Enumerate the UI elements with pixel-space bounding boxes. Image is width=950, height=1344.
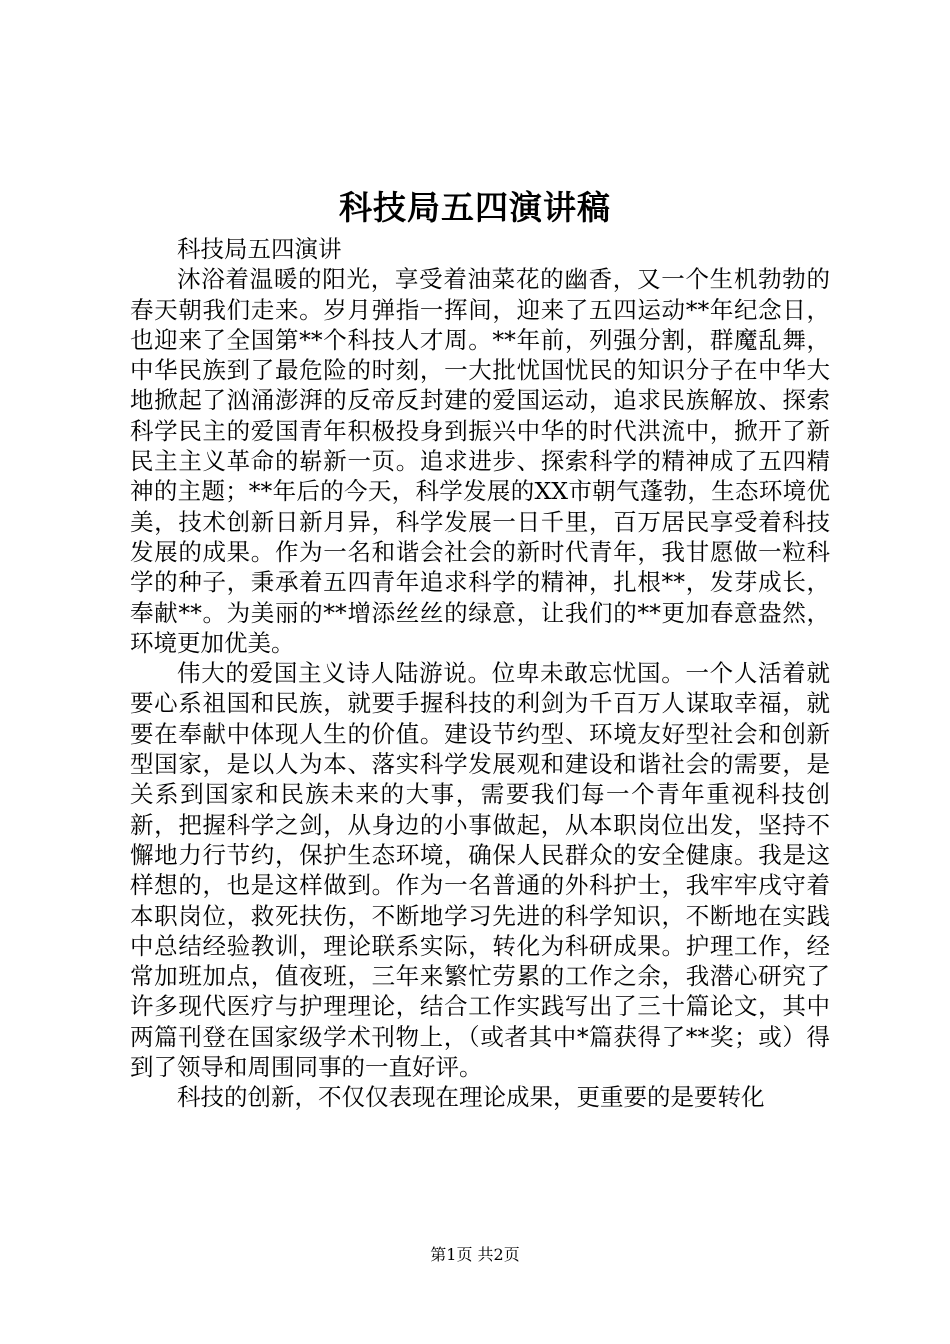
paragraph: 沐浴着温暖的阳光，享受着油菜花的幽香，又一个生机勃勃的春天朝我们走来。岁月弹指一挥间，迎来了五四运动**年纪念日，也迎来了全国第**个科技人才周。**年前，列强分割，群魔乱舞，中华民族到了最危险的时刻，一大批忧国忧民的知识分子在中华大地掀起了汹涌澎湃的反帝反封建的爱国运动，追求民族解放、探索科学民主的爱国青年积极投身到振兴中华的时代洪流中，掀开了新民主主义革命的崭新一页。追求进步、探索科学的精神成了五四精神的主题；**年后的今天，科学发展的XX市朝气蓬勃，生态环境优美，技术创新日新月异，科学发展一日千里，百万居民享受着科技发展的成果。作为一名和谐会社会的新时代青年，我甘愿做一粒科学的种子，秉承着五四青年追求科学的精神，扎根**，发芽成长，奉献**。为美丽的**增添丝丝的绿意，让我们的**更加春意盎然，环境更加优美。 bbox=[130, 265, 830, 657]
paragraph: 伟大的爱国主义诗人陆游说。位卑未敢忘忧国。一个人活着就要心系祖国和民族，就要手握科技的利剑为千百万人谋取幸福，就要在奉献中体现人生的价值。建设节约型、环境友好型社会和创新型国家，是以人为本、落实科学发展观和建设和谐社会的需要，是关系到国家和民族未来的大事，需要我们每一个青年重视科技创新，把握科学之剑，从身边的小事做起，从本职岗位出发，坚持不懈地力行节约，保护生态环境，确保人民群众的安全健康。我是这样想的，也是这样做到。作为一名普通的外科护士，我牢牢戌守着本职岗位，救死扶伤，不断地学习先进的科学知识，不断地在实践中总结经验教训，理论联系实际，转化为科研成果。护理工作，经常加班加点，值夜班，三年来繁忙劳累的工作之余，我潜心研究了许多现代医疗与护理理论，结合工作实践写出了三十篇论文，其中两篇刊登在国家级学术刊物上，（或者其中*篇获得了**奖；或）得到了领导和周围同事的一直好评。 bbox=[130, 659, 830, 1082]
paragraph: 科技的创新，不仅仅表现在理论成果，更重要的是要转化 bbox=[177, 1083, 765, 1112]
document-body bbox=[130, 234, 830, 1113]
document-subtitle: 科技局五四演讲 bbox=[177, 235, 342, 263]
page-footer: 第1页 共2页 bbox=[430, 1245, 520, 1264]
document-title: 科技局五四演讲稿 bbox=[339, 188, 611, 227]
